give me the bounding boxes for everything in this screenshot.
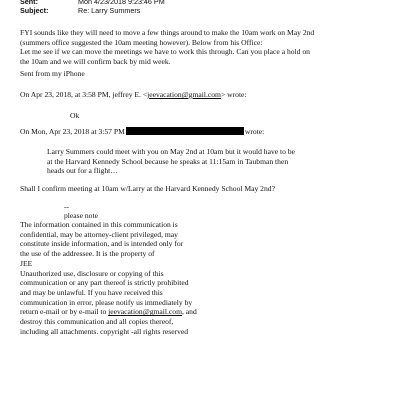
disclaimer-line: confidential, may be attorney-client privileged, may [20, 229, 178, 239]
subject-row [20, 6, 140, 15]
reply-ok: Ok [70, 111, 80, 120]
subject-value: Re: Larry Summers [78, 6, 141, 15]
disclaimer-line: The information contained in this communication is [20, 220, 178, 229]
quote-header-prefix: On Mon, Apr 23, 2018 at 3:57 PM [20, 127, 125, 136]
inner-message-line: heads out for a flight… [47, 166, 118, 176]
disclaimer-line [20, 307, 394, 317]
message-line: Let me see if we can move the meetings we have to work this through. Can you place a hold on [20, 47, 310, 57]
message-line: FYI sounds like they will need to move a few things around to make the 10am work on May 2nd [20, 28, 315, 37]
quote-header-1 [20, 90, 394, 100]
inner-message-line: Larry Summers could meet with you on May 2nd at 10am but it would have to be [47, 147, 296, 156]
disclaimer-text: , and [181, 307, 197, 317]
disclaimer-line: Unauthorized use, disclosure or copying of this [20, 268, 164, 278]
quote-header-suffix: > wrote: [220, 90, 247, 99]
sent-value: Mon 4/23/2018 9:23:46 PM [78, 0, 165, 6]
quote-header-prefix: On Apr 23, 2018, at 3:58 PM, jeffrey E. < [20, 90, 148, 99]
disclaimer-line: including all attachments. copyright -all rights reserved [20, 326, 189, 336]
disclaimer [20, 220, 394, 336]
sent-label: Sent: [20, 0, 38, 6]
notice-heading: please note [64, 211, 98, 220]
inner-message [47, 147, 394, 176]
disclaimer-line: the use of the addressee. It is the property of [20, 249, 155, 259]
confirm-question: Shall I confirm meeting at 10am w/Larry at the Harvard Kennedy School May 2nd? [20, 184, 275, 193]
subject-label: Subject: [20, 6, 49, 15]
message-line: the 10am and we will confirm back by mid week. [20, 57, 171, 67]
quote-header-2 [20, 127, 394, 137]
quote-header-suffix: wrote: [244, 127, 265, 136]
message-body [20, 28, 394, 67]
disclaimer-line: destroy this communication and all copies thereof, [20, 317, 174, 327]
email-link[interactable]: jeevacation@gmail.com [147, 90, 221, 99]
inner-message-line: at the Harvard Kennedy School because he speaks at 11:15am in Taubman then [47, 156, 289, 166]
signature: Sent from my iPhone [20, 69, 85, 78]
disclaimer-line: and may be unlawful. If you have received this [20, 287, 163, 297]
separator: -- [64, 202, 70, 211]
disclaimer-line: communication in error, please notify us immediately by [20, 297, 193, 307]
message-line: (summers office suggested the 10am meeting however). Below from his Office: [20, 37, 263, 47]
redaction-bar [126, 127, 244, 135]
disclaimer-line: JEE [20, 258, 33, 268]
email-link[interactable]: jeevacation@gmail.com [108, 307, 182, 317]
disclaimer-text: return e-mail or by e-mail to [20, 307, 109, 317]
disclaimer-line: constitute inside information, and is intended only for [20, 239, 184, 249]
disclaimer-line: communication or any part thereof is strictly prohibited [20, 278, 189, 288]
